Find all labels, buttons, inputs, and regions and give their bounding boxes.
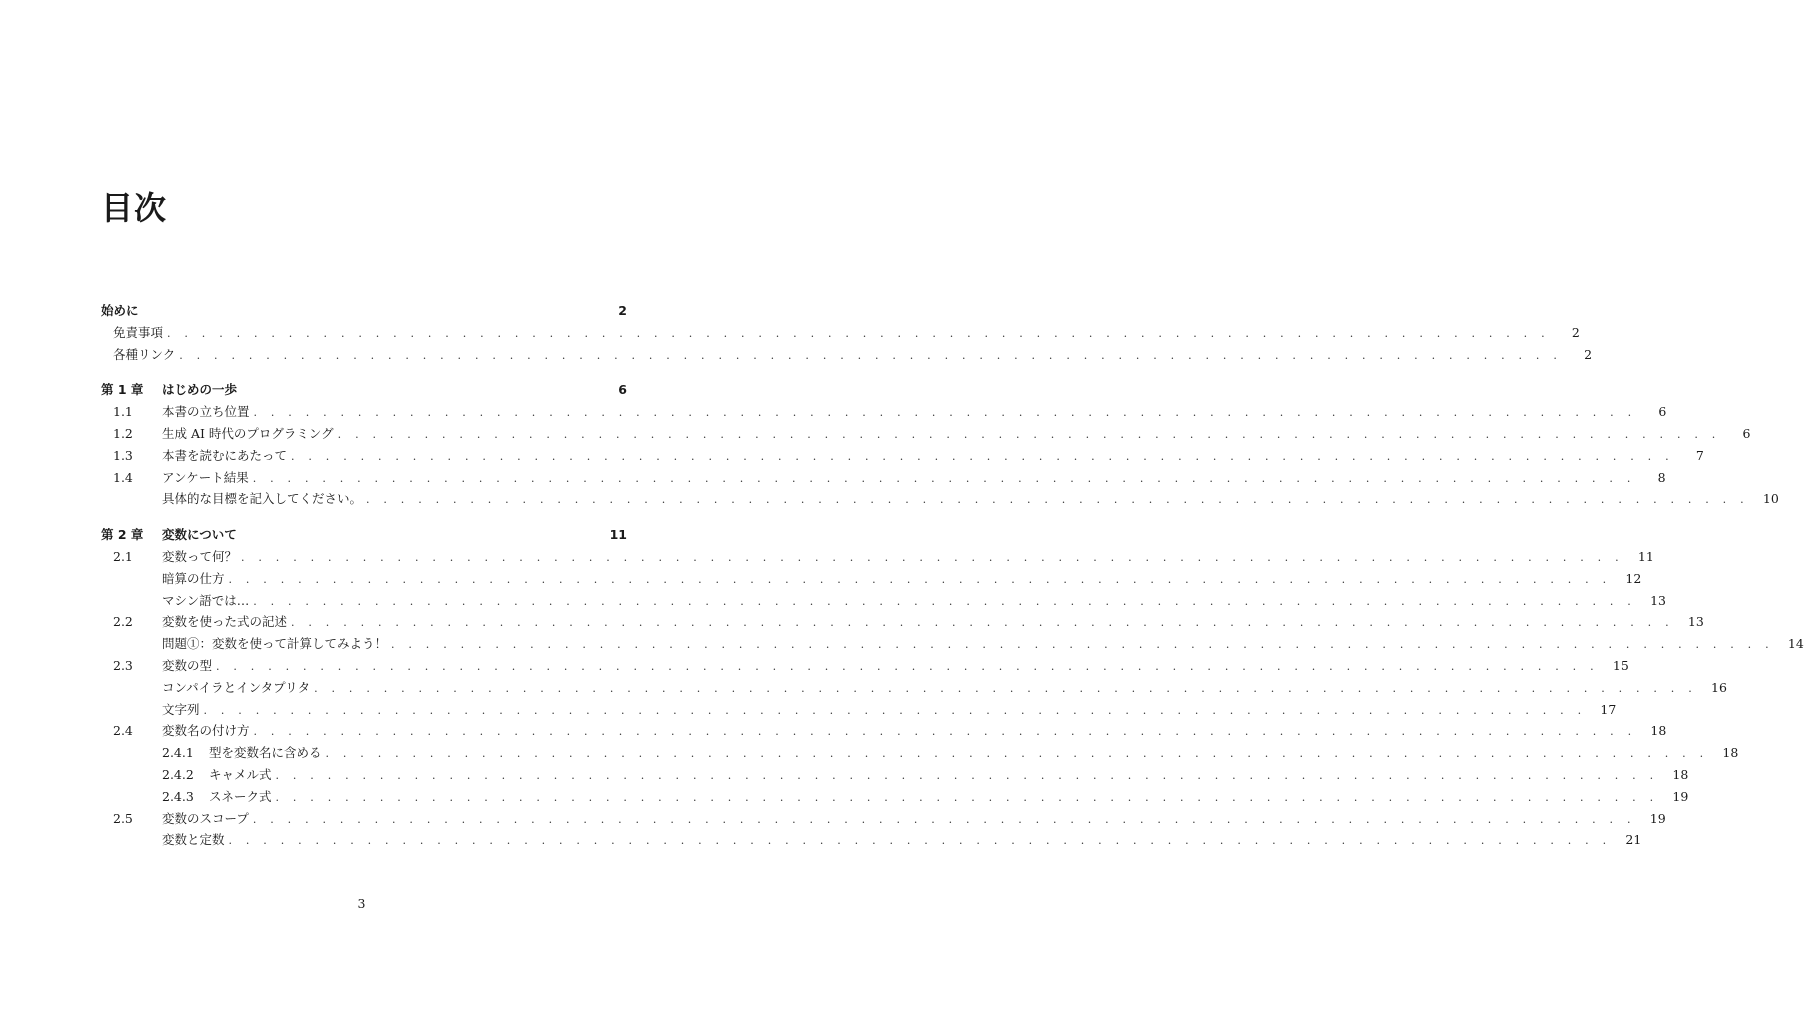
toc-entry[interactable]: [101, 699, 1617, 721]
toc-entry[interactable]: [101, 720, 1667, 742]
toc-title: 本書を読むにあたって: [162, 447, 288, 463]
toc-number: 2.5: [113, 810, 133, 826]
toc-page-number: 15: [1612, 657, 1629, 673]
toc-number: 1.1: [113, 404, 133, 420]
toc-leader-dots: . . . . . . . . . . . . . . . . . . . . . . . . . . . . . . . . . . . . . . . . . . . . . . . . . . . . . . . . . . . . . . . . . . . . . . . . . . . . . . . .: [252, 471, 1636, 485]
toc-page-number: 6: [1658, 404, 1667, 420]
toc-entry[interactable]: [101, 568, 1642, 590]
page-number: 3: [357, 896, 366, 911]
toc-number: 第 2 章: [101, 527, 144, 543]
toc-entry[interactable]: [101, 344, 1593, 366]
toc-page-number: 2: [618, 303, 627, 318]
toc-entry[interactable]: [101, 322, 1580, 344]
toc-number: 2.1: [113, 548, 133, 564]
toc-title: 変数と定数: [162, 832, 225, 848]
toc-leader-dots: . . . . . . . . . . . . . . . . . . . . . . . . . . . . . . . . . . . . . . . . . . . . . . . . . . . . . . . . . . . . . . . . . . . . . . . . . . . . . . . .: [179, 348, 1563, 362]
toc-number: 2.4: [113, 723, 133, 739]
toc-page-number: 21: [1625, 832, 1642, 848]
toc-title: はじめの一歩: [162, 382, 238, 398]
toc-leader-dots: . . . . . . . . . . . . . . . . . . . . . . . . . . . . . . . . . . . . . . . . . . . . . . . . . . . . . . . . . . . . . . . . . . . . . . . . . . . . . . . .: [252, 812, 1636, 826]
toc-leader-dots: . . . . . . . . . . . . . . . . . . . . . . . . . . . . . . . . . . . . . . . . . . . . . . . . . . . . . . . . . . . . . . . . . . . . . . . . . . . . . . . .: [291, 616, 1674, 630]
toc-title: 型を変数名に含める: [209, 745, 322, 761]
toc-entry[interactable]: [101, 546, 1654, 568]
toc-entry[interactable]: [101, 611, 1704, 633]
toc-number: 2.4.2: [162, 766, 194, 782]
toc-entry[interactable]: [101, 445, 1704, 467]
toc-number: 第 1 章: [101, 382, 144, 398]
toc-page-number: 18: [1672, 766, 1689, 782]
toc-page-number: 16: [1711, 679, 1727, 695]
toc-chapter[interactable]: [101, 379, 627, 401]
toc-entry[interactable]: [101, 423, 1751, 445]
toc-page-number: 19: [1672, 788, 1689, 804]
toc-page-number: 14: [1787, 636, 1804, 652]
toc-title: 問題①：変数を使って計算してみよう！: [162, 636, 388, 652]
toc-page-number: 12: [1625, 570, 1642, 586]
toc-entry[interactable]: [101, 467, 1666, 489]
toc-title: 変数について: [162, 527, 237, 543]
toc-leader-dots: . . . . . . . . . . . . . . . . . . . . . . . . . . . . . . . . . . . . . . . . . . . . . . . . . . . . . . . . . . . . . . . . . . . . . . . . . . . . . . . .: [366, 493, 1749, 507]
toc-number: 1.3: [113, 447, 133, 463]
toc-page-number: 18: [1650, 723, 1667, 739]
toc-page-number: 13: [1650, 592, 1666, 608]
toc-title: 変数のスコープ: [162, 810, 249, 826]
toc-title: 本書の立ち位置: [162, 404, 250, 420]
toc-number: 2.4.1: [162, 745, 194, 761]
toc-leader-dots: . . . . . . . . . . . . . . . . . . . . . . . . . . . . . . . . . . . . . . . . . . . . . . . . . . . . . . . . . . . . . . . . . . . . . . . . . . . . . . . .: [228, 572, 1612, 586]
toc-entry[interactable]: [101, 488, 1779, 510]
toc-leader-dots: . . . . . . . . . . . . . . . . . . . . . . . . . . . . . . . . . . . . . . . . . . . . . . . . . . . . . . . . . . . . . . . . . . . . . . . . . . . . . . . .: [275, 790, 1659, 804]
toc-page-number: 19: [1649, 810, 1666, 826]
toc-entry[interactable]: [101, 764, 1689, 786]
toc-entry[interactable]: [101, 590, 1666, 612]
toc-leader-dots: . . . . . . . . . . . . . . . . . . . . . . . . . . . . . . . . . . . . . . . . . . . . . . . . . . . . . . . . . . . . . . . . . . . . . . . . . . . . . . . .: [216, 659, 1599, 673]
toc-entry[interactable]: [101, 677, 1727, 699]
toc-number: 1.2: [113, 425, 133, 441]
toc-leader-dots: . . . . . . . . . . . . . . . . . . . . . . . . . . . . . . . . . . . . . . . . . . . . . . . . . . . . . . . . . . . . . . . . . . . . . . . . . . . . . . . .: [167, 326, 1550, 340]
toc-leader-dots: . . . . . . . . . . . . . . . . . . . . . . . . . . . . . . . . . . . . . . . . . . . . . . . . . . . . . . . . . . . . . . . . . . . . . . . . . . . . . . . .: [203, 703, 1587, 717]
toc-title: キャメル式: [209, 766, 272, 782]
toc-title: スネーク式: [209, 788, 272, 804]
toc-chapter[interactable]: [101, 524, 627, 546]
toc-page-number: 10: [1762, 491, 1779, 507]
toc-title: 変数って何？: [162, 548, 238, 564]
toc-leader-dots: . . . . . . . . . . . . . . . . . . . . . . . . . . . . . . . . . . . . . . . . . . . . . . . . . . . . . . . . . . . . . . . . . . . . . . . . . . . . . . . .: [241, 550, 1624, 564]
toc-page-number: 2: [1584, 346, 1593, 362]
toc-entry[interactable]: [101, 401, 1667, 423]
toc-title: 始めに: [101, 303, 139, 318]
toc-chapter[interactable]: [101, 300, 627, 322]
toc-number: 2.2: [113, 614, 133, 630]
toc-title: 具体的な目標を記入してください。: [162, 491, 363, 507]
toc-page-number: 18: [1722, 745, 1739, 761]
toc-page-number: 13: [1687, 614, 1704, 630]
toc-leader-dots: . . . . . . . . . . . . . . . . . . . . . . . . . . . . . . . . . . . . . . . . . . . . . . . . . . . . . . . . . . . . . . . . . . . . . . . . . . . . . . . .: [391, 638, 1774, 652]
toc-page-number: 17: [1600, 701, 1617, 717]
toc-title: 変数名の付け方: [162, 723, 250, 739]
toc-title: マシン語では…: [162, 592, 250, 608]
toc-number: 2.4.3: [162, 788, 194, 804]
toc-page-number: 11: [1637, 548, 1654, 564]
toc-number: 1.4: [113, 469, 133, 485]
toc-leader-dots: . . . . . . . . . . . . . . . . . . . . . . . . . . . . . . . . . . . . . . . . . . . . . . . . . . . . . . . . . . . . . . . . . . . . . . . . . . . . . . . .: [291, 449, 1674, 463]
toc-page-number: 7: [1695, 447, 1704, 463]
page-title: 目次: [101, 189, 168, 227]
toc-leader-dots: . . . . . . . . . . . . . . . . . . . . . . . . . . . . . . . . . . . . . . . . . . . . . . . . . . . . . . . . . . . . . . . . . . . . . . . . . . . . . . . .: [228, 834, 1612, 848]
table-of-contents: [101, 300, 1804, 851]
toc-title: 文字列: [162, 701, 200, 717]
toc-title: 生成 AI 時代のプログラミング: [162, 425, 334, 441]
toc-entry[interactable]: [101, 742, 1739, 764]
toc-title: 変数を使った式の記述: [162, 614, 288, 630]
toc-page-number: 11: [609, 527, 627, 543]
toc-entry[interactable]: [101, 829, 1642, 851]
toc-entry[interactable]: [101, 633, 1804, 655]
toc-entry[interactable]: [101, 655, 1629, 677]
toc-title: アンケート結果: [162, 469, 249, 485]
toc-leader-dots: . . . . . . . . . . . . . . . . . . . . . . . . . . . . . . . . . . . . . . . . . . . . . . . . . . . . . . . . . . . . . . . . . . . . . . . . . . . . . . . .: [253, 725, 1637, 739]
toc-leader-dots: . . . . . . . . . . . . . . . . . . . . . . . . . . . . . . . . . . . . . . . . . . . . . . . . . . . . . . . . . . . . . . . . . . . . . . . . . . . . . . . .: [337, 427, 1721, 441]
toc-entry[interactable]: [101, 786, 1689, 808]
toc-page-number: 6: [1742, 425, 1751, 441]
toc-number: 2.3: [113, 657, 133, 673]
toc-entry[interactable]: [101, 808, 1666, 830]
toc-leader-dots: . . . . . . . . . . . . . . . . . . . . . . . . . . . . . . . . . . . . . . . . . . . . . . . . . . . . . . . . . . . . . . . . . . . . . . . . . . . . . . . .: [314, 681, 1697, 695]
toc-title: 変数の型: [162, 657, 213, 673]
toc-title: 各種リンク: [113, 346, 176, 362]
toc-page-number: 6: [618, 382, 627, 398]
toc-leader-dots: . . . . . . . . . . . . . . . . . . . . . . . . . . . . . . . . . . . . . . . . . . . . . . . . . . . . . . . . . . . . . . . . . . . . . . . . . . . . . . . .: [325, 747, 1709, 761]
toc-leader-dots: . . . . . . . . . . . . . . . . . . . . . . . . . . . . . . . . . . . . . . . . . . . . . . . . . . . . . . . . . . . . . . . . . . . . . . . . . . . . . . . .: [253, 406, 1637, 420]
toc-title: 暗算の仕方: [162, 570, 225, 586]
toc-page-number: 2: [1571, 324, 1580, 340]
toc-title: コンパイラとインタプリタ: [162, 679, 311, 695]
toc-page-number: 8: [1657, 469, 1666, 485]
toc-title: 免責事項: [113, 324, 164, 340]
toc-leader-dots: . . . . . . . . . . . . . . . . . . . . . . . . . . . . . . . . . . . . . . . . . . . . . . . . . . . . . . . . . . . . . . . . . . . . . . . . . . . . . . . .: [275, 768, 1659, 782]
toc-leader-dots: . . . . . . . . . . . . . . . . . . . . . . . . . . . . . . . . . . . . . . . . . . . . . . . . . . . . . . . . . . . . . . . . . . . . . . . . . . . . . . . .: [253, 594, 1636, 608]
